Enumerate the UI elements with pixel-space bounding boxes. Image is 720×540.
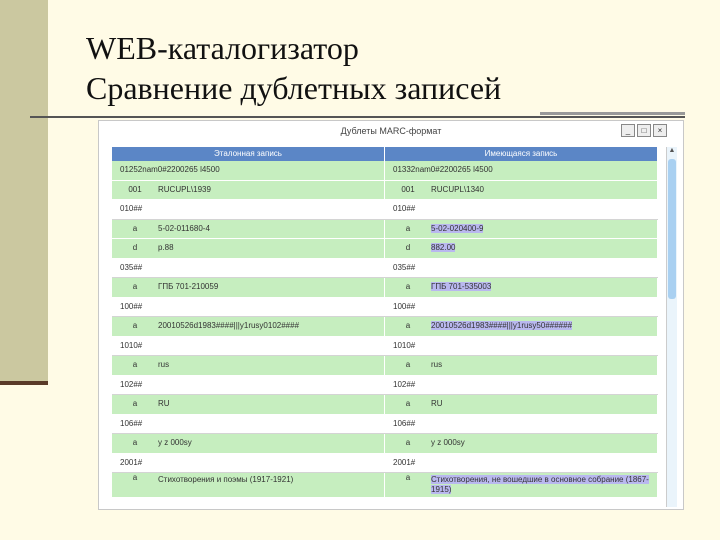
subfield-value-cell xyxy=(431,220,657,239)
field-tag: 102## xyxy=(120,379,143,389)
reference-cell xyxy=(112,161,385,180)
subfield-value-cell xyxy=(158,220,384,239)
reference-cell xyxy=(112,434,385,453)
reference-cell xyxy=(112,239,385,258)
subfield-code: a xyxy=(405,360,411,369)
subfield-code: a xyxy=(405,473,411,482)
subfield-value-cell xyxy=(158,473,384,497)
subfield-value-cell xyxy=(431,473,657,497)
subfield-value-cell xyxy=(158,317,384,336)
subfield-value: y z 000sy xyxy=(431,438,465,447)
existing-cell xyxy=(385,317,658,336)
subfield-code: 001 xyxy=(401,184,415,194)
table-row[interactable] xyxy=(112,181,658,201)
subfield-code: a xyxy=(405,399,411,408)
subfield-value-cell xyxy=(431,395,657,414)
table-row[interactable] xyxy=(112,434,658,454)
reference-cell xyxy=(112,317,385,336)
title-underline-accent xyxy=(540,112,685,115)
subfield-value: RU xyxy=(431,399,443,408)
subfield-value: 5-02-011680-4 xyxy=(158,223,210,233)
subfield-value-cell xyxy=(431,434,657,453)
reference-cell xyxy=(112,298,385,317)
reference-cell xyxy=(112,278,385,297)
subfield-value-cell xyxy=(158,356,384,375)
slide-title-line2: Сравнение дублетных записей xyxy=(86,70,502,106)
reference-cell xyxy=(112,259,385,278)
field-tag: 035## xyxy=(393,262,416,272)
table-row[interactable] xyxy=(112,395,658,415)
table-row[interactable] xyxy=(112,317,658,337)
existing-cell xyxy=(385,298,658,317)
existing-cell xyxy=(385,181,658,200)
field-tag: 2001# xyxy=(120,457,143,467)
reference-cell xyxy=(112,415,385,434)
subfield-value-cell xyxy=(431,317,657,336)
duplicates-window xyxy=(98,120,684,510)
marc-comparison-table xyxy=(112,147,658,498)
reference-cell xyxy=(112,395,385,414)
field-tag: 01332nam0#2200265 l4500 xyxy=(393,165,493,174)
field-tag: 035## xyxy=(120,262,143,272)
table-row[interactable] xyxy=(112,278,658,298)
existing-cell xyxy=(385,337,658,356)
reference-cell xyxy=(112,181,385,200)
existing-cell xyxy=(385,239,658,258)
existing-cell xyxy=(385,376,658,395)
subfield-code: a xyxy=(405,223,411,233)
existing-cell xyxy=(385,278,658,297)
field-tag: 100## xyxy=(120,301,143,311)
subfield-value: RU xyxy=(158,399,170,408)
table-row[interactable] xyxy=(112,161,658,181)
subfield-value: RUCUPL\1340 xyxy=(431,184,484,194)
header-existing-record: Имеющаяся запись xyxy=(385,147,658,161)
field-tag: 1010# xyxy=(120,340,143,350)
table-header xyxy=(112,147,658,161)
window-title: Дублеты MARC-формат xyxy=(340,126,442,136)
field-tag: 1010# xyxy=(393,340,416,350)
field-tag: 2001# xyxy=(393,457,416,467)
subfield-code: d xyxy=(132,243,138,252)
reference-cell xyxy=(112,356,385,375)
subfield-code: a xyxy=(132,473,138,482)
existing-cell xyxy=(385,161,658,180)
subfield-code: a xyxy=(132,360,138,369)
subfield-value-difference: Стихотворения, не вошедшие в основное собрание (1867-1915) xyxy=(431,475,649,494)
field-tag: 100## xyxy=(393,301,416,311)
subfield-value-cell xyxy=(158,278,384,297)
subfield-value-difference: ГПБ 701-535003 xyxy=(431,282,492,291)
subfield-code: a xyxy=(132,399,138,408)
field-tag: 01252nam0#2200265 l4500 xyxy=(120,165,220,174)
subfield-value-cell xyxy=(431,356,657,375)
subfield-value-cell xyxy=(158,395,384,414)
reference-cell xyxy=(112,376,385,395)
title-underline xyxy=(30,116,685,118)
existing-cell xyxy=(385,415,658,434)
reference-cell xyxy=(112,454,385,473)
subfield-value-difference: 5-02-020400-9 xyxy=(431,223,484,233)
subfield-value: y z 000sy xyxy=(158,438,192,447)
existing-cell xyxy=(385,356,658,375)
subfield-value: 20010526d1983####|||y1rusy0102#### xyxy=(158,321,300,330)
subfield-value-cell xyxy=(431,278,657,297)
subfield-value: rus xyxy=(431,360,443,369)
existing-cell xyxy=(385,454,658,473)
field-tag: 106## xyxy=(393,418,416,428)
reference-cell xyxy=(112,220,385,239)
table-body xyxy=(112,161,658,498)
subfield-code: a xyxy=(132,438,138,447)
close-button[interactable]: × xyxy=(653,124,667,137)
subfield-code: a xyxy=(132,282,138,291)
table-row[interactable] xyxy=(112,376,658,396)
table-row[interactable] xyxy=(112,454,658,474)
subfield-value-difference: 20010526d1983####|||y1rusy50###### xyxy=(431,321,573,330)
header-reference-record: Эталонная запись xyxy=(112,147,385,161)
window-titlebar[interactable] xyxy=(99,121,683,143)
table-row[interactable] xyxy=(112,337,658,357)
subfield-code: d xyxy=(405,243,411,252)
existing-cell xyxy=(385,220,658,239)
subfield-value-cell xyxy=(158,181,384,200)
table-row[interactable] xyxy=(112,239,658,259)
subfield-value: ГПБ 701-210059 xyxy=(158,282,219,291)
table-row[interactable] xyxy=(112,200,658,220)
subfield-value-cell xyxy=(431,239,657,258)
reference-cell xyxy=(112,200,385,219)
subfield-value-cell xyxy=(431,181,657,200)
subfield-value: р.88 xyxy=(158,243,174,252)
slide-left-accent-bar xyxy=(0,0,48,384)
subfield-code: a xyxy=(405,282,411,291)
existing-cell xyxy=(385,473,658,497)
existing-cell xyxy=(385,200,658,219)
table-row[interactable] xyxy=(112,298,658,318)
existing-cell xyxy=(385,395,658,414)
table-row[interactable] xyxy=(112,220,658,240)
subfield-value-cell xyxy=(158,239,384,258)
scroll-up-icon[interactable]: ▲ xyxy=(668,147,676,154)
subfield-value: Стихотворения и поэмы (1917-1921) xyxy=(158,475,294,484)
minimize-button[interactable]: _ xyxy=(621,124,635,137)
vertical-scrollbar[interactable] xyxy=(666,147,677,507)
field-tag: 010## xyxy=(120,204,143,213)
existing-cell xyxy=(385,434,658,453)
table-row[interactable] xyxy=(112,356,658,376)
field-tag: 106## xyxy=(120,418,143,428)
subfield-code: a xyxy=(132,223,138,233)
slide-left-accent-line xyxy=(0,381,48,385)
field-tag: 102## xyxy=(393,379,416,389)
existing-cell xyxy=(385,259,658,278)
maximize-button[interactable]: □ xyxy=(637,124,651,137)
scrollbar-thumb[interactable] xyxy=(668,159,676,299)
reference-cell xyxy=(112,337,385,356)
subfield-code: a xyxy=(132,321,138,330)
subfield-value-difference: 882.00 xyxy=(431,243,456,252)
subfield-code: a xyxy=(405,321,411,330)
table-row[interactable] xyxy=(112,415,658,435)
table-row[interactable] xyxy=(112,473,658,498)
subfield-value: rus xyxy=(158,360,170,369)
table-row[interactable] xyxy=(112,259,658,279)
slide-title xyxy=(86,28,501,108)
slide-title-line1: WEB-каталогизатор xyxy=(86,30,359,66)
subfield-value: RUCUPL\1939 xyxy=(158,184,211,194)
subfield-value-cell xyxy=(158,434,384,453)
field-tag: 010## xyxy=(393,204,416,213)
subfield-code: a xyxy=(405,438,411,447)
reference-cell xyxy=(112,473,385,497)
subfield-code: 001 xyxy=(128,184,142,194)
